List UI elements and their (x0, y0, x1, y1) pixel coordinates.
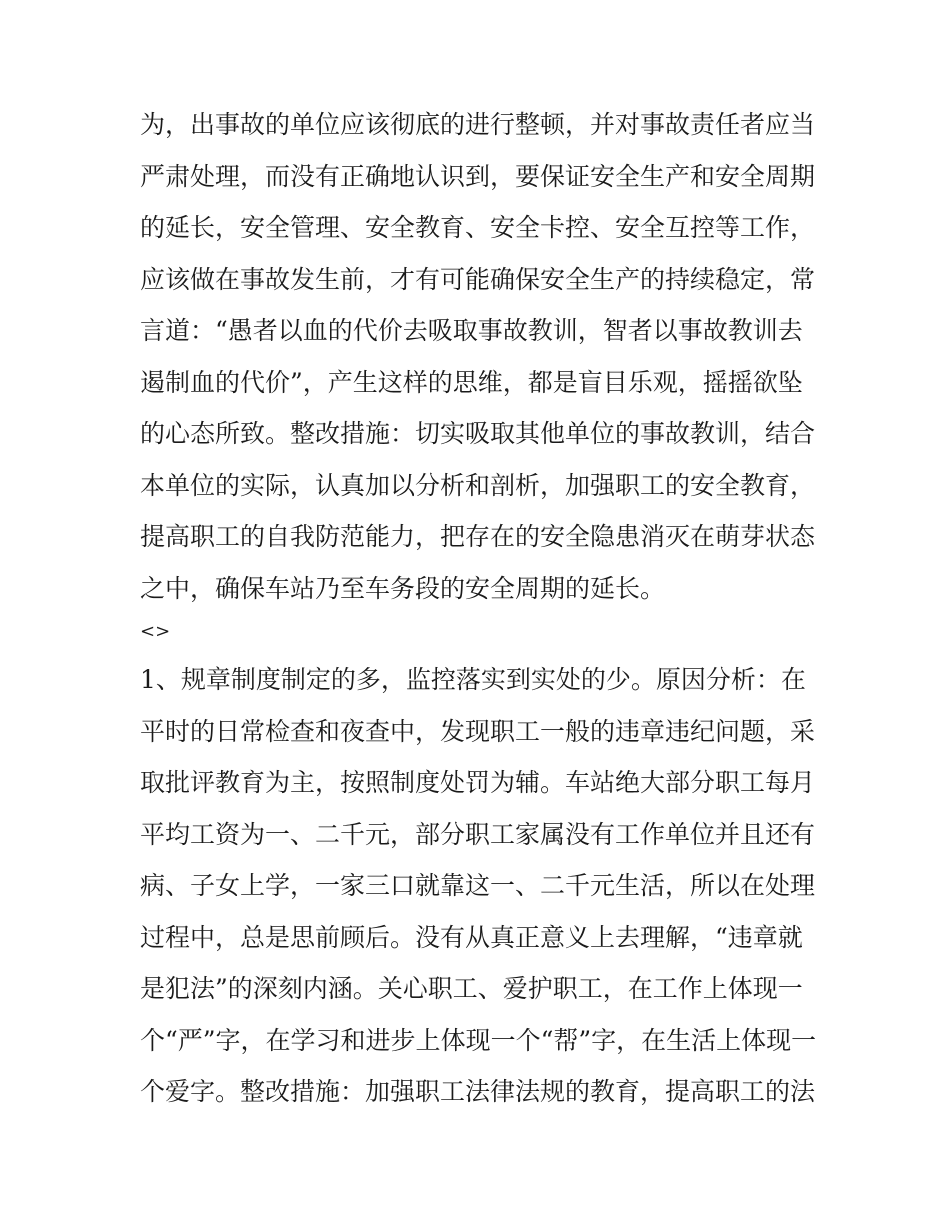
paragraph-1 (140, 106, 820, 608)
text-line: 的延长，安全管理、安全教育、安全卡控、安全互控等工作， (140, 213, 816, 242)
text-line: 的心态所致。整改措施：切实吸取其他单位的事故教训，结合 (140, 419, 816, 448)
text-line: 过程中，总是思前顾后。没有从真正意义上去理解，“违章就 (140, 922, 803, 952)
document-body (140, 106, 820, 1125)
text-line: 个爱字。整改措施：加强职工法律法规的教育，提高职工的法 (140, 1077, 816, 1106)
text-line: 应该做在事故发生前，才有可能确保安全生产的持续稳定，常 (140, 264, 816, 294)
text-line: 平时的日常检查和夜查中，发现职工一般的违章违纪问题，采 (140, 716, 816, 746)
text-line: 是犯法”的深刻内涵。关心职工、爱护职工，在工作上体现一 (140, 974, 803, 1003)
text-line: 言道：“愚者以血的代价去吸取事故教训，智者以事故教训去 (140, 316, 803, 345)
text-line: 病、子女上学，一家三口就靠这一、二千元生活，所以在处理 (140, 871, 816, 900)
text-line: 本单位的实际，认真加以分析和剖析，加强职工的安全教育， (140, 470, 816, 500)
text-line: 之中，确保车站乃至车务段的安全周期的延长。 (140, 573, 666, 603)
paragraph-2 (140, 661, 820, 1111)
text-line: 遏制血的代价”，产生这样的思维，都是盲目乐观，摇摇欲坠 (140, 367, 803, 397)
text-line: 提高职工的自我防范能力，把存在的安全隐患消灭在萌芽状态 (140, 522, 816, 551)
text-line: 严肃处理，而没有正确地认识到，要保证安全生产和安全周期 (140, 161, 816, 191)
text-line: 为，出事故的单位应该彻底的进行整顿，并对事故责任者应当 (140, 110, 816, 139)
text-line: 1、规章制度制定的多，监控落实到实处的少。原因分析：在 (140, 665, 806, 694)
text-line: 个“严”字，在学习和进步上体现一个“帮”字，在生活上体现一 (140, 1025, 817, 1055)
section-separator: <> (140, 621, 171, 642)
text-line: 取批评教育为主，按照制度处罚为辅。车站绝大部分职工每月 (140, 768, 816, 797)
text-line: 平均工资为一、二千元，部分职工家属没有工作单位并且还有 (140, 819, 816, 849)
